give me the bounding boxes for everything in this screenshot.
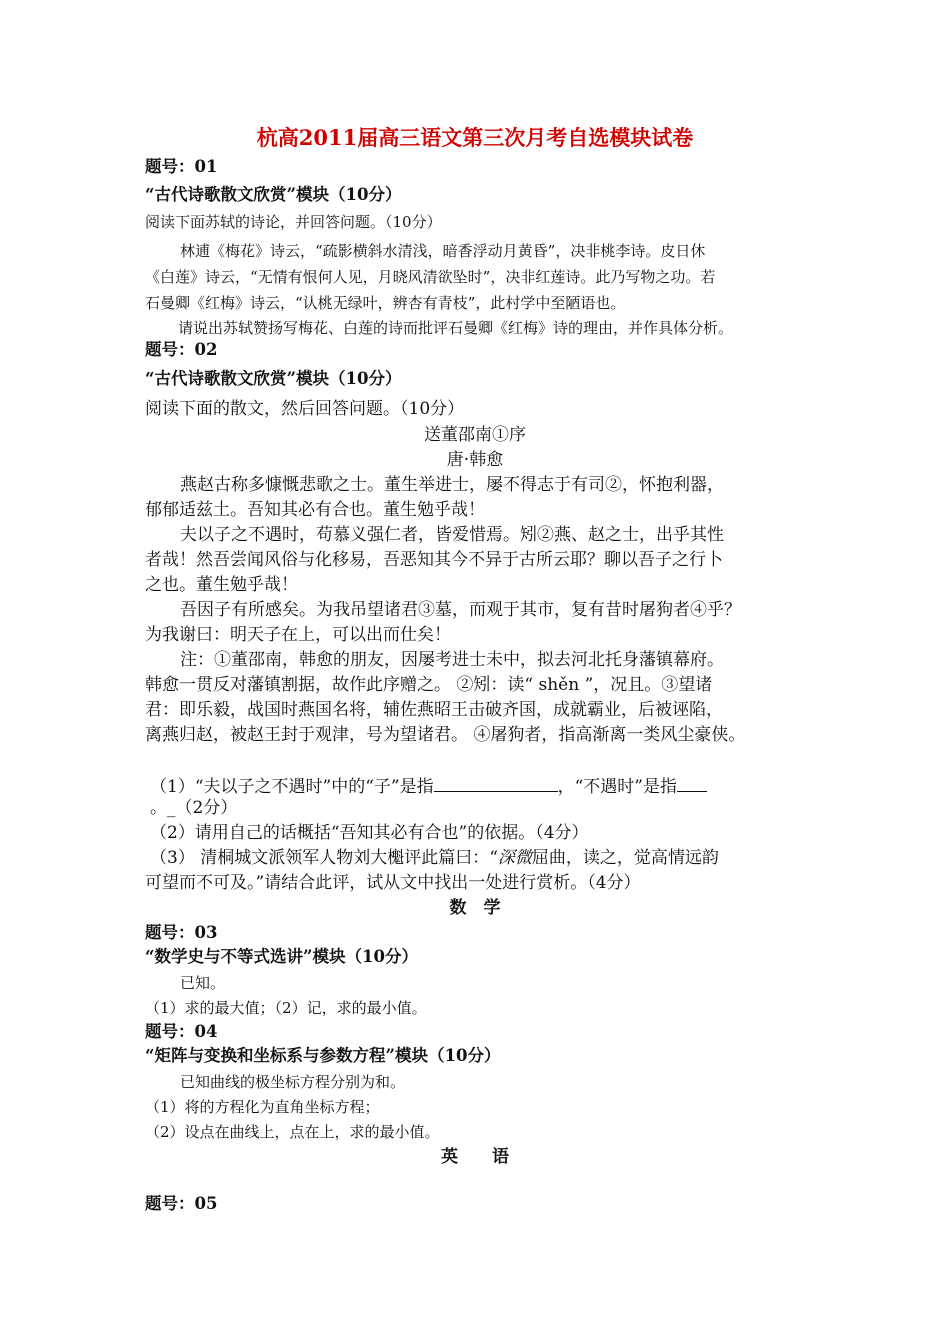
passage-line: 《白莲》诗云，“无情有恨何人见，月晓风清欲坠时”，决非红莲诗。此乃写物之功。若 [145, 268, 716, 286]
sub-question-3 [150, 849, 719, 869]
problem-line: 已知。 [180, 974, 226, 992]
question-number: 题号：01 [145, 157, 218, 176]
section-heading-math: 数 学 [449, 898, 501, 918]
emphasis-text: 深微 [497, 848, 532, 868]
essay-line: 为我谢曰：明天子在上，可以出而仕矣！ [145, 625, 451, 645]
sub-question-text: 屈曲，读之，觉高情远韵 [531, 848, 719, 868]
essay-line: 者哉！然吾尝闻风俗与化移易，吾恶知其今不异于古所云耶？聊以吾子之行卜 [145, 550, 723, 570]
sub-question-1 [150, 775, 707, 798]
sub-question-text: （1）“夫以子之不遇时”中的“子”是指 [150, 777, 434, 797]
question-text: 请说出苏轼赞扬写梅花、白莲的诗而批评石曼卿《红梅》诗的理由，并作具体分析。 [178, 319, 734, 337]
sub-question-text: ，“不遇时”是指 [557, 777, 677, 797]
instruction-text: 阅读下面苏轼的诗论，并回答问题。（10分） [145, 213, 442, 231]
essay-line: 燕赵古称多慷慨悲歌之士。董生举进士，屡不得志于有司②，怀抱利器， [180, 475, 724, 495]
question-number: 题号：02 [145, 340, 218, 359]
essay-line: 夫以子之不遇时，苟慕义强仁者，皆爱惜焉。矧②燕、赵之士，出乎其性 [180, 525, 724, 545]
essay-author: 唐·韩愈 [446, 450, 504, 470]
module-heading: “古代诗歌散文欣赏”模块（10分） [145, 369, 402, 388]
sub-question-text: 。_（2分） [150, 798, 238, 818]
page-title: 杭高2011届高三语文第三次月考自选模块试卷 [256, 125, 694, 150]
module-heading: “古代诗歌散文欣赏”模块（10分） [145, 185, 402, 204]
module-heading: “数学史与不等式选讲”模块（10分） [145, 947, 418, 966]
question-number: 题号：03 [145, 923, 218, 942]
problem-line: （1）求的最大值；（2）记，求的最小值。 [145, 999, 427, 1017]
answer-blank[interactable] [434, 775, 558, 792]
essay-line: 之也。董生勉乎哉！ [145, 575, 298, 595]
section-heading-english: 英 语 [441, 1147, 509, 1167]
question-number: 题号：04 [145, 1022, 218, 1041]
sub-question-text: （3） 清桐城文派领军人物刘大櫆评此篇曰：“ [150, 848, 498, 868]
problem-line: 已知曲线的极坐标方程分别为和。 [180, 1073, 406, 1091]
question-number: 题号：05 [145, 1194, 218, 1213]
essay-line: 郁郁适兹土。吾知其必有合也。董生勉乎哉！ [145, 500, 485, 520]
note-line: 韩愈一贯反对藩镇割据，故作此序赠之。 ②矧：读“ shěn ”，况且。③望诸 [145, 675, 713, 695]
passage-line: 林逋《梅花》诗云，“疏影横斜水清浅，暗香浮动月黄昏”，决非桃李诗。皮日休 [180, 242, 706, 260]
problem-line: （2）设点在曲线上，点在上，求的最小值。 [145, 1123, 440, 1141]
module-heading: “矩阵与变换和坐标系与参数方程”模块（10分） [145, 1046, 501, 1065]
sub-question-2: （2）请用自己的话概括“吾知其必有合也”的依据。（4分） [150, 823, 589, 843]
essay-title: 送董邵南①序 [424, 425, 526, 445]
essay-line: 吾因子有所感矣。为我吊望诸君③墓，而观于其市，复有昔时屠狗者④乎？ [180, 600, 741, 620]
sub-question-text: 可望而不可及。”请结合此评，试从文中找出一处进行赏析。（4分） [145, 873, 641, 893]
answer-blank[interactable] [677, 775, 707, 792]
passage-line: 石曼卿《红梅》诗云，“认桃无绿叶，辨杏有青枝”，此村学中至陋语也。 [145, 294, 626, 312]
note-line: 注：①董邵南，韩愈的朋友，因屡考进士未中，拟去河北托身藩镇幕府。 [180, 650, 724, 670]
problem-line: （1）将的方程化为直角坐标方程； [145, 1098, 380, 1116]
instruction-text: 阅读下面的散文，然后回答问题。（10分） [145, 399, 465, 419]
note-line: 君：即乐毅，战国时燕国名将，辅佐燕昭王击破齐国，成就霸业，后被诬陷， [145, 700, 723, 720]
note-line: 离燕归赵，被赵王封于观津，号为望诸君。 ④屠狗者，指高渐离一类风尘豪侠。 [145, 725, 746, 745]
